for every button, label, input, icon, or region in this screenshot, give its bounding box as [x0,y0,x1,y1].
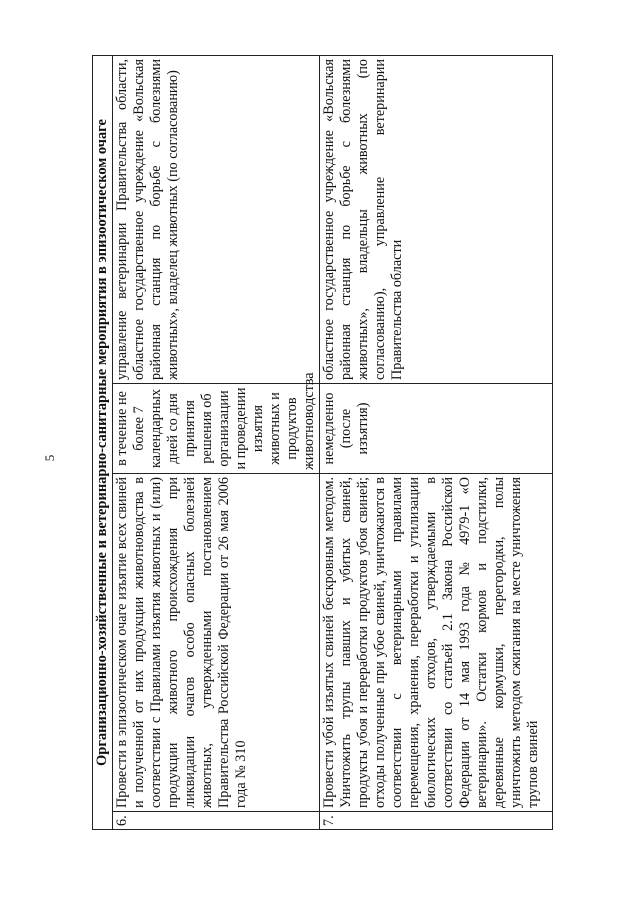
row-deadline: в течение не более 7 календарных дней со дня принятия решения об организации и проведении изъятия животных и продуктов животноводства [113,384,320,474]
section-title: Организационно-хозяйственные и ветеринарно-санитарные мероприятия в эпизоотическом очаге [93,56,113,830]
row-responsible: управление ветеринарии Правительства области, областное государственное учреждение «Вольская районная станция по борьбе с болезнями животных», владелец животных (по согласованию) [113,56,320,384]
rotated-table-area [92,55,541,830]
row-number: 7. [320,812,553,830]
row-deadline: немедленно (после изъятия) [320,384,553,474]
row-action: Провести в эпизоотическом очаге изъятие всех свиней и полученной от них продукции животноводства в соответствии с Правилами изъятия животных и (или) продукции животного происхождения при ликвидации очагов особо опасных болезней животных, утвержденными постановлением Правительства Российской Федерации от 26 мая 2006 года № 310 [113,474,320,812]
row-number: 6. [113,812,320,830]
page-number: 5 [42,454,57,462]
row-action: Провести убой изъятых свиней бескровным методом. Уничтожить трупы павших и убитых свиней, продукты убоя и переработки продуктов убоя свиней; отходы полученные при убое свиней, уничтожаются в соответствии с ветеринарными правилами перемещения, хранения, переработки и утилизации биологических отходов, утверждаемыми в соответствии со статьей 2.1 Закона Российской Федерации от 14 мая 1993 года № 4979-1 «О ветеринарии». Остатки кормов и подстилки, деревянные кормушки, перегородки, полы уничтожить методом сжигания на месте уничтожения трупов свиней [320,474,553,812]
section-header-row [93,56,113,830]
row-responsible: областное государственное учреждение «Вольская районная станция по борьбе с болезнями животных», владельцы животных (по согласованию), управление ветеринарии Правительства области [320,56,553,384]
document-table-wrapper [92,55,541,830]
table-row [113,56,320,830]
measures-table [92,55,553,830]
table-row [320,56,553,830]
